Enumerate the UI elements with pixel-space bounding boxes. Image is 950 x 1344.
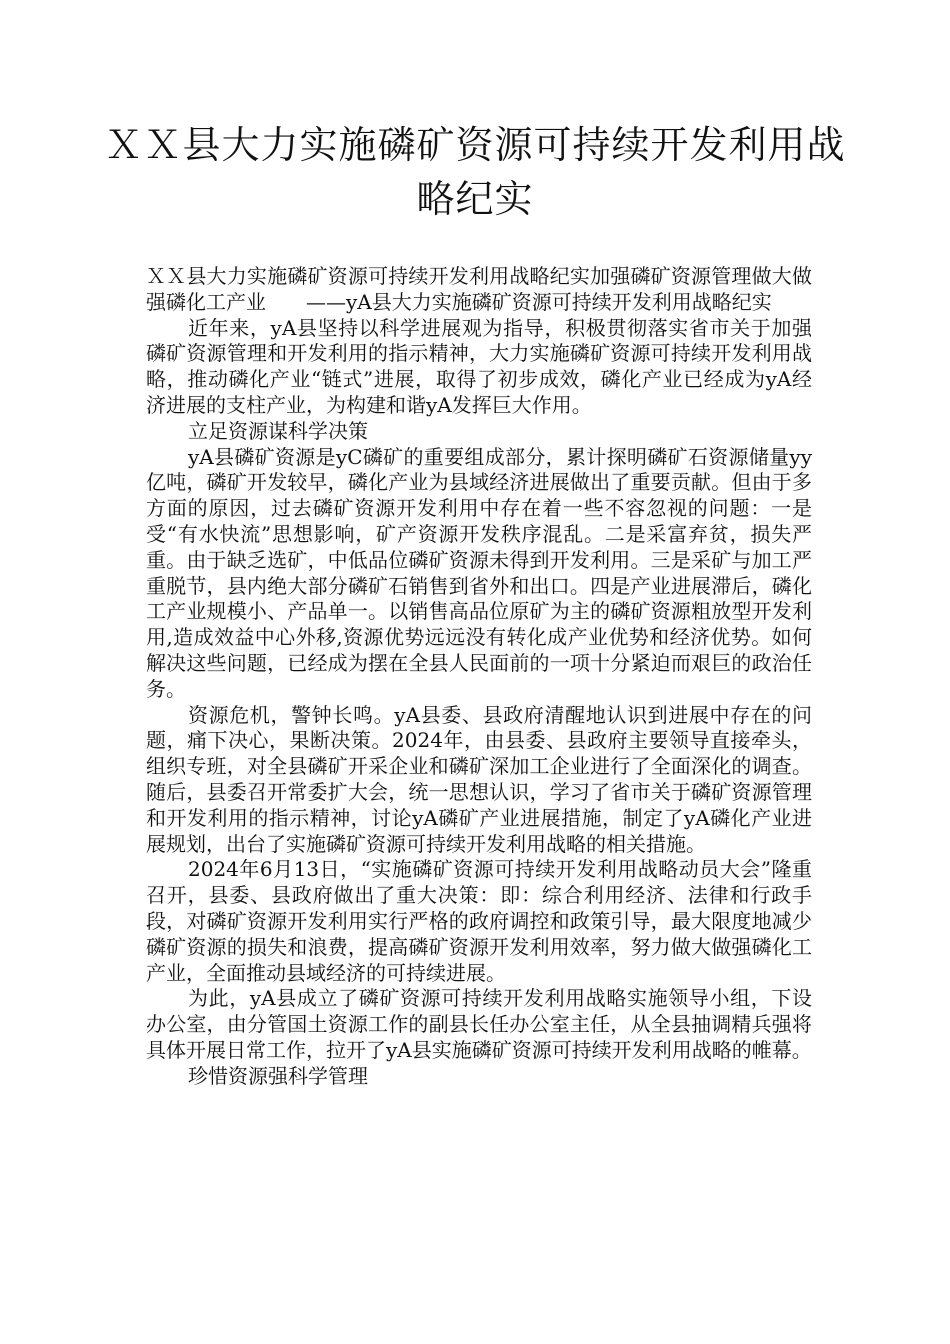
body-paragraph: 为此，yA县成立了磷矿资源可持续开发利用战略实施领导小组，下设办公室，由分管国土资源工作的副县长任办公室主任，从全县抽调精兵强将具体开展日常工作，拉开了yA县实施磷矿资源可持续开发利用战略的帷幕。 (146, 986, 812, 1062)
document-body (146, 264, 812, 1090)
section-heading: 珍惜资源强科学管理 (188, 1063, 368, 1088)
intro-paragraph: ＸＸ县大力实施磷矿资源可持续开发利用战略纪实加强磷矿资源管理做大做强磷化工产业 ——yA县大力实施磷矿资源可持续开发利用战略纪实 (146, 264, 812, 314)
body-paragraph: 近年来，yA县坚持以科学进展观为指导，积极贯彻落实省市关于加强磷矿资源管理和开发利用的指示精神，大力实施磷矿资源可持续开发利用战略，推动磷化产业“链式”进展，取得了初步成效，磷化产业已经成为yA经济进展的支柱产业，为构建和谐yA发挥巨大作用。 (146, 315, 812, 417)
page-title: ＸＸ县大力实施磷矿资源可持续开发利用战略纪实 (104, 123, 846, 221)
body-paragraph: yA县磷矿资源是yC磷矿的重要组成部分，累计探明磷矿石资源储量yy亿吨，磷矿开发较早，磷化产业为县域经济进展做出了重要贡献。但由于多方面的原因，过去磷矿资源开发利用中存在着一些不容忽视的问题：一是受“有水快流”思想影响，矿产资源开发秩序混乱。二是采富弃贫，损失严重。由于缺乏选矿，中低品位磷矿资源未得到开发利用。三是采矿与加工严重脱节，县内绝大部分磷矿石销售到省外和出口。四是产业进展滞后，磷化工产业规模小、产品单一。以销售高品位原矿为主的磷矿资源粗放型开发利用,造成效益中心外移,资源优势远远没有转化成产业优势和经济优势。如何解决这些问题，已经成为摆在全县人民面前的一项十分紧迫而艰巨的政治任务。 (146, 444, 812, 701)
section-heading: 立足资源谋科学决策 (188, 418, 368, 443)
body-paragraph: 2024年6月13日，“实施磷矿资源可持续开发利用战略动员大会”隆重召开，县委、县政府做出了重大决策：即：综合利用经济、法律和行政手段，对磷矿资源开发利用实行严格的政府调控和政策引导，最大限度地减少磷矿资源的损失和浪费，提高磷矿资源开发利用效率，努力做大做强磷化工产业，全面推动县域经济的可持续进展。 (146, 857, 812, 985)
body-paragraph: 资源危机，警钟长鸣。yA县委、县政府清醒地认识到进展中存在的问题，痛下决心，果断决策。2024年，由县委、县政府主要领导直接牵头，组织专班，对全县磷矿开采企业和磷矿深加工企业进行了全面深化的调查。随后，县委召开常委扩大会，统一思想认识，学习了省市关于磷矿资源管理和开发利用的指示精神，讨论yA磷矿产业进展措施，制定了yA磷化产业进展规划，出台了实施磷矿资源可持续开发利用战略的相关措施。 (146, 702, 812, 856)
